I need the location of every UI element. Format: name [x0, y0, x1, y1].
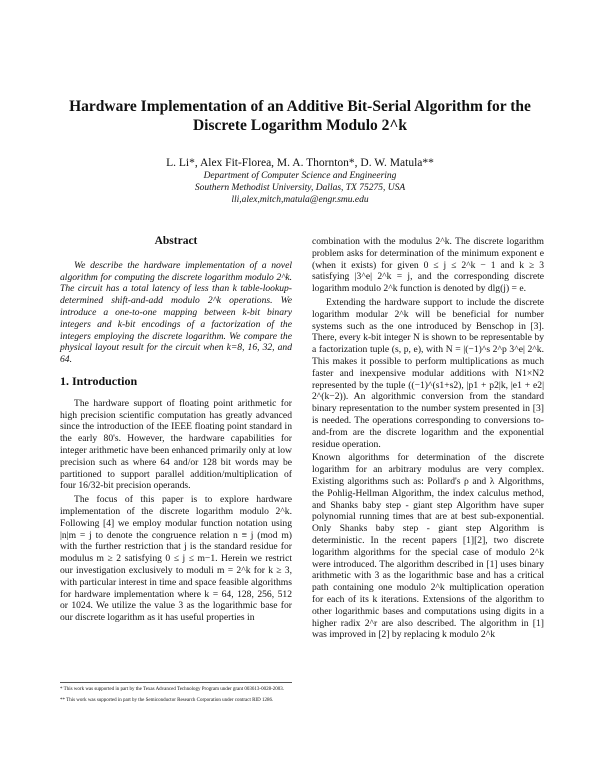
abstract-body: We describe the hardware implementation of a novel algorithm for computing the discrete logarithm modulo 2^k. The circuit has a total latency of less than k table-lookup-determined shift-and-add modulo 2^k operations. We introduce a one-to-one mapping between k-bit binary integers and k-bit encodings of a factorization of the integers employing the discrete logarithm. We compare the physical layout result for the circuit when k=8, 16, 32, and 64. [60, 259, 292, 366]
footnotes [60, 682, 292, 708]
footnote-2: ** This work was supported in part by the Semiconductor Research Corporation under contract RID 1286. [60, 698, 274, 703]
right-paragraph-3: Known algorithms for determination of the discrete logarithm for an arbitrary modulus are very complex. Existing algorithms such as: Pollard's ρ and λ Algorithms, the Pohlig-Hellman Algorithm, the index calculus method, and Shanks baby step - giant step Algorithm have super polynomial running times that are at best sub-exponential. Only Shanks baby step - giant step Algorithm is deterministic. In the recent papers [1][2], two discrete logarithm algorithms for the special case of modulo 2^k were introduced. The algorithm described in [1] uses binary arithmetic with 3 as the logarithmic base and has a critical path containing one modulo 2^k multiplication operation for each of its k iterations. Extensions of the algorithm to other logarithmic bases and computations using digits in a higher radix 2^r are also described. The algorithm in [1] was improved in [2] by replacing k modulo 2^k [312, 452, 544, 641]
abstract-heading: Abstract [154, 235, 198, 247]
author-names: L. Li*, Alex Fit-Florea, M. A. Thornton*, D. W. Matula** [166, 157, 434, 169]
left-column [60, 236, 292, 626]
author-block [60, 156, 540, 206]
affiliation-university: Southern Methodist University, Dallas, TX 75275, USA [194, 183, 406, 193]
title-line-1: Hardware Implementation of an Additive Bit-Serial Algorithm for the [69, 98, 531, 115]
right-paragraph-1: combination with the modulus 2^k. The discrete logarithm problem asks for determination of the minimum exponent e (when it exists) for given 0 ≤ j ≤ 2^k − 1 and k ≥ 3 satisfying |3^e| 2^k = j, and the corresponding discrete logarithm modulo 2^k function is denoted by dlg(j) = e. [312, 236, 544, 295]
right-paragraph-2: Extending the hardware support to include the discrete logarithm modular 2^k will be beneficial for number systems such as the one introduced by Benschop in [3]. There, every k-bit integer N is shown to be representable by a factorization tuple (s, p, e), with N = |(−1)^s 2^p 3^e| 2^k. This makes it possible to perform multiplications as much faster and inexpensive modular additions with N1×N2 represented by the tuple ((−1)^(s1+s2), |p1 + p2|k, |e1 + e2| 2^(k−2)). An algorithmic conversion from the standard binary representation to the number system presented in [3] is needed. The operations corresponding to conversions to-and-from are the discrete logarithm and the exponential residue operation. [312, 296, 544, 450]
footnote-1: * This work was supported in part by the Texas Advanced Technology Program under grant 003613-0028-2003. [60, 687, 284, 692]
title-line-2: Discrete Logarithm Modulo 2^k [192, 117, 408, 134]
affiliation-email: lli,alex,mitch,matula@engr.smu.edu [231, 195, 369, 205]
right-column [312, 236, 544, 643]
paper-title [60, 97, 540, 135]
intro-paragraph-2: The focus of this paper is to explore hardware implementation of the discrete logarithm modulo 2^k. Following [4] we employ modular function notation using |n|m = j to denote the congruence relation n ≡ j (mod m) with the further restriction that j is the standard residue for modulus m ≥ 2 satisfying 0 ≤ j ≤ m−1. Herein we restrict our investigation exclusively to moduli m = 2^k for k ≥ 3, with particular interest in time and space feasible algorithms for hardware implementation where k = 64, 128, 256, 512 or 1024. We utilize the value 3 as the logarithmic base for our discrete logarithm as it has useful properties in [60, 494, 292, 624]
section-heading-introduction: 1. Introduction [60, 373, 138, 388]
intro-paragraph-1: The hardware support of floating point arithmetic for high precision scientific computation has greatly advanced since the introduction of the IEEE floating point standard in the early 80's. However, the hardware capabilities for integer arithmetic have been enhanced primarily only at low precision such as where 64 and/or 128 bit words may be partitioned to support parallel addition/multiplication of four 16/32-bit precision operands. [60, 397, 292, 492]
affiliation-dept: Department of Computer Science and Engineering [203, 171, 397, 181]
